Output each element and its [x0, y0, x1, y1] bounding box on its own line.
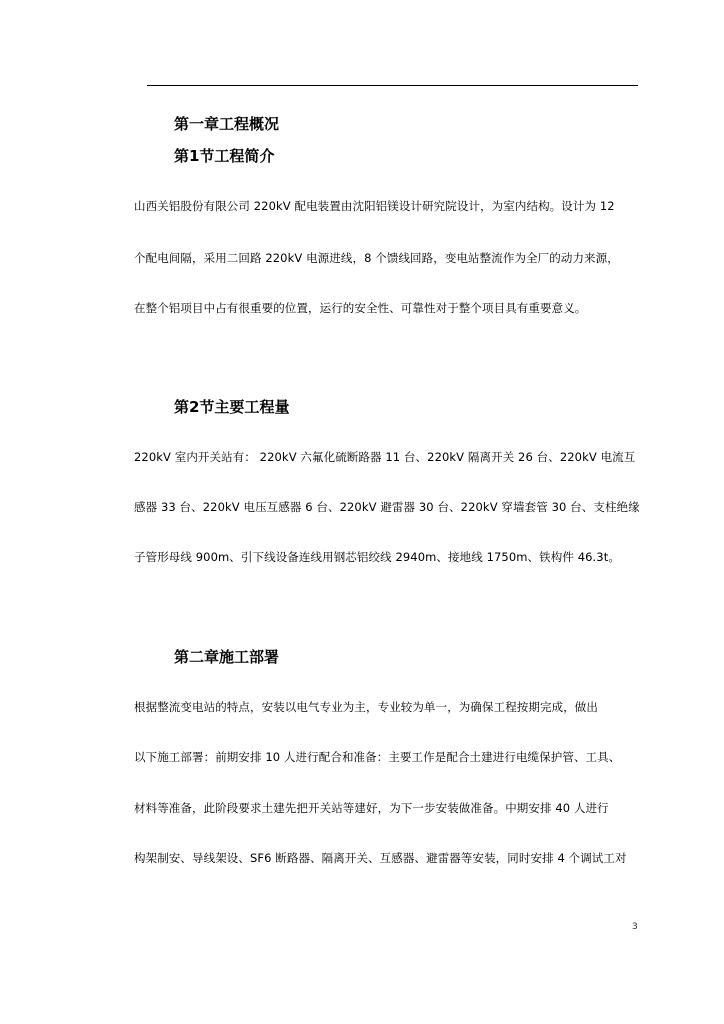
- paragraph-line: 山西关铝股份有限公司 220kV 配电装置由沈阳铝镁设计研究院设计，为室内结构。设计为 12: [134, 199, 615, 213]
- chapter-1-title: 第一章工程概况: [174, 115, 280, 133]
- paragraph-line: 感器 33 台、220kV 电压互感器 6 台、220kV 避雷器 30 台、220kV 穿墙套管 30 台、支柱绝缘: [134, 500, 640, 514]
- paragraph-line: 220kV 室内开关站有： 220kV 六氟化硫断路器 11 台、220kV 隔离开关 26 台、220kV 电流互: [134, 450, 636, 464]
- paragraph-line: 子管形母线 900m、引下线设备连线用钢芯铝绞线 2940m、接地线 1750m、铁构件 46.3t。: [134, 550, 620, 564]
- paragraph-line: 根据整流变电站的特点，安装以电气专业为主，专业较为单一，为确保工程按期完成，做出: [134, 700, 598, 714]
- paragraph-line: 构架制安、导线架设、SF6 断路器、隔离开关、互感器、避雷器等安装，同时安排 4 个调试工对: [134, 851, 627, 865]
- chapter-2-title: 第二章施工部署: [174, 648, 280, 666]
- section-2-title: 第2节主要工程量: [174, 398, 290, 416]
- paragraph-line: 材料等准备，此阶段要求土建先把开关站等建好，为下一步安装做准备。中期安排 40 人进行: [134, 801, 609, 815]
- paragraph-line: 在整个铝项目中占有很重要的位置，运行的安全性、可靠性对于整个项目具有重要意义。: [134, 301, 587, 315]
- section-1-title: 第1节工程简介: [174, 147, 275, 165]
- paragraph-line: 个配电间隔，采用二回路 220kV 电源进线，8 个馈线回路，变电站整流作为全厂的动力来源，: [134, 251, 619, 265]
- header-rule: [147, 85, 638, 86]
- paragraph-line: 以下施工部署：前期安排 10 人进行配合和准备：主要工作是配合土建进行电缆保护管、工具、: [134, 750, 621, 764]
- page-number: 3: [632, 922, 638, 932]
